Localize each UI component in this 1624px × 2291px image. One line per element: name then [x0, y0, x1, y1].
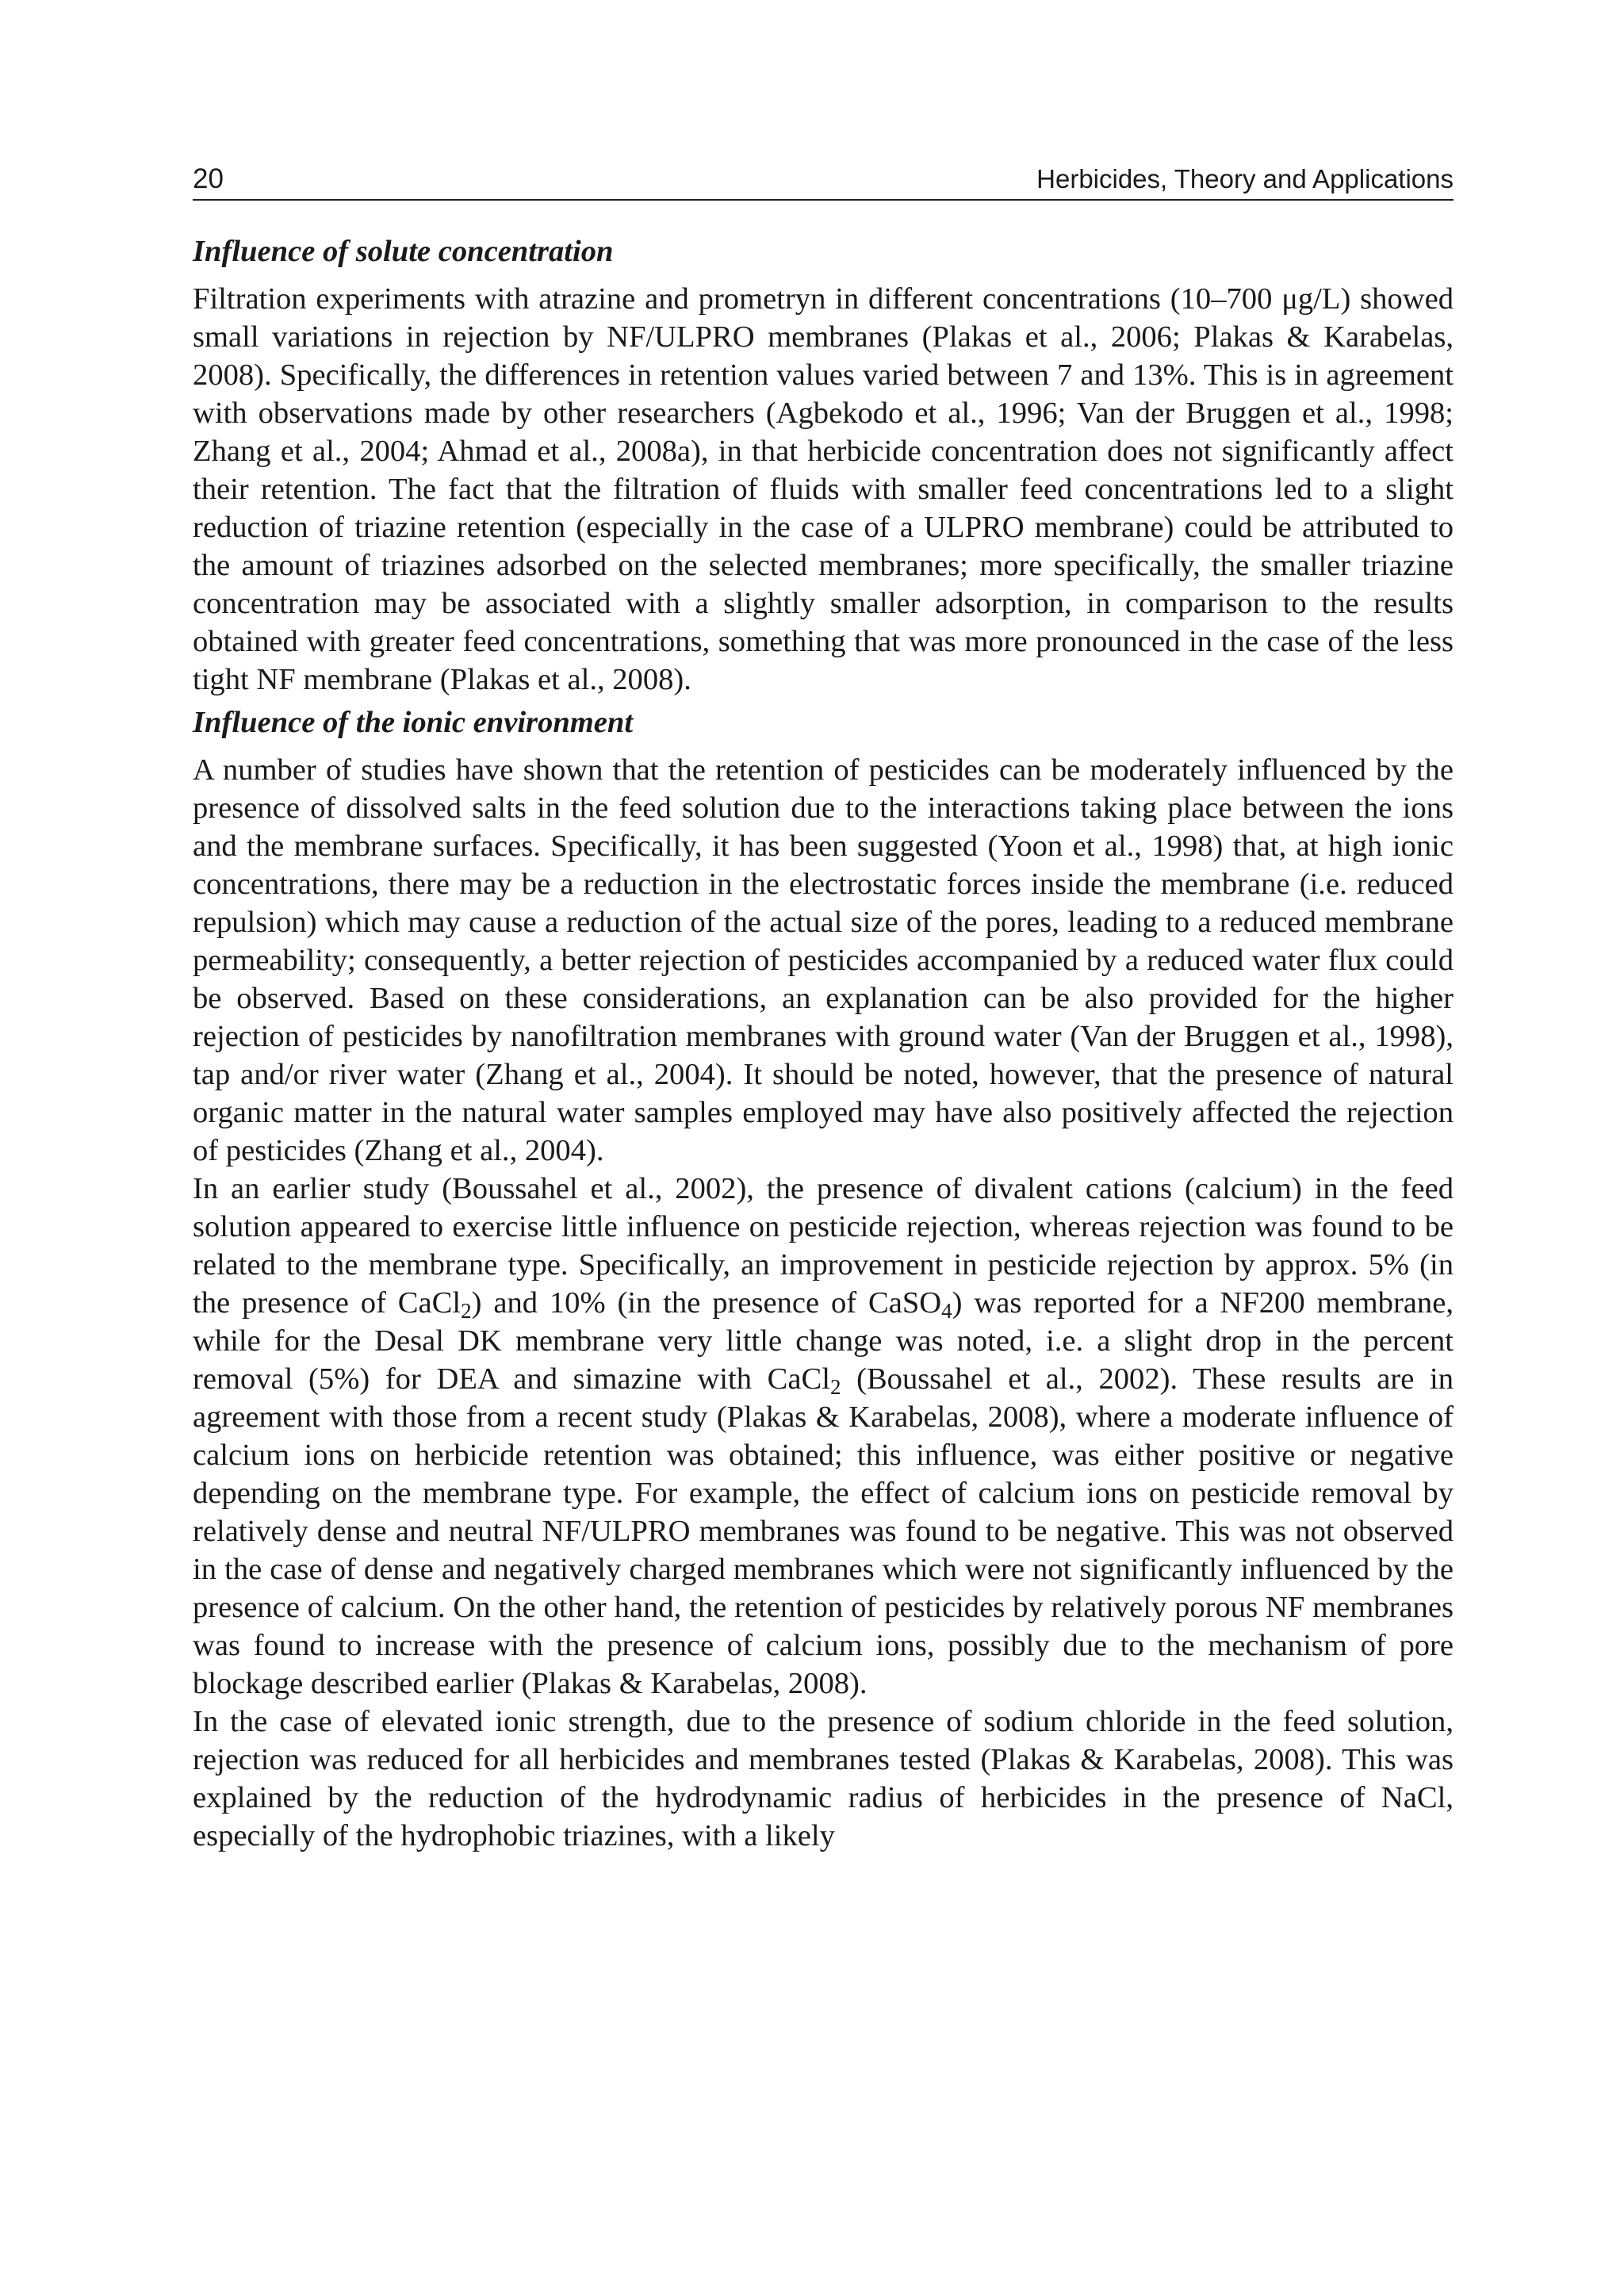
section-heading-solute-concentration: Influence of solute concentration: [193, 235, 614, 268]
paragraph-ionic-2: [193, 1170, 1454, 1703]
text-run: ) was reported for a NF200 membrane, while for the Desal DK membrane very little change was noted, i.e. a slight drop in the percent removal (5%) for DEA and simazine with CaCl: [193, 1286, 1454, 1396]
text-run: In an earlier study (Boussahel et al., 2002), the presence of divalent cations (calcium) in the feed solution appeared to exercise little influence on pesticide rejection, whereas rejection was found to be related to the membrane type. Specifically, an improvement in pesticide rejection by approx. 5% (in the presence of CaCl: [193, 1172, 1454, 1320]
page-number: 20: [193, 163, 224, 194]
subscript: 2: [461, 1298, 472, 1323]
book-title: Herbicides, Theory and Applications: [1036, 164, 1454, 193]
text-run: ) and 10% (in the presence of CaSO: [471, 1286, 942, 1320]
subscript: 2: [829, 1374, 841, 1399]
page: [193, 163, 1454, 1855]
paragraph-solute-concentration: Filtration experiments with atrazine and prometryn in different concentrations (10–700 μg/L) showed small variations in rejection by NF/ULPRO membranes (Plakas et al., 2006; Plakas & Karabelas, 2008). Specifically, the differences in retention values varied between 7 and 13%. This is in agreement with observations made by other researchers (Agbekodo et al., 1996; Van der Bruggen et al., 1998; Zhang et al., 2004; Ahmad et al., 2008a), in that herbicide concentration does not significantly affect their retention. The fact that the filtration of fluids with smaller feed concentrations led to a slight reduction of triazine retention (especially in the case of a ULPRO membrane) could be attributed to the amount of triazines adsorbed on the selected membranes; more specifically, the smaller triazine concentration may be associated with a slightly smaller adsorption, in comparison to the results obtained with greater feed concentrations, something that was more pronounced in the case of the less tight NF membrane (Plakas et al., 2008).: [193, 282, 1454, 696]
paragraph-ionic-3: In the case of elevated ionic strength, due to the presence of sodium chloride in the feed solution, rejection was reduced for all herbicides and membranes tested (Plakas & Karabelas, 2008). This was explained by the reduction of the hydrodynamic radius of herbicides in the presence of NaCl, especially of the hydrophobic triazines, with a likely: [193, 1705, 1454, 1852]
running-header: [193, 163, 1454, 201]
section-heading-ionic-environment: Influence of the ionic environment: [193, 706, 634, 739]
text-run: (Boussahel et al., 2002). These results are in agreement with those from a recent study (Plakas & Karabelas, 2008), where a moderate influence of calcium ions on herbicide retention was obtained; this influence, was either positive or negative depending on the membrane type. For example, the effect of calcium ions on pesticide removal by relatively dense and neutral NF/ULPRO membranes was found to be negative. This was not observed in the case of dense and negatively charged membranes which were not significantly influenced by the presence of calcium. On the other hand, the retention of pesticides by relatively porous NF membranes was found to increase with the presence of calcium ions, possibly due to the mechanism of pore blockage described earlier (Plakas & Karabelas, 2008).: [193, 1362, 1454, 1700]
subscript: 4: [941, 1298, 952, 1323]
paragraph-ionic-1: A number of studies have shown that the retention of pesticides can be moderately influenced by the presence of dissolved salts in the feed solution due to the interactions taking place between the ions and the membrane surfaces. Specifically, it has been suggested (Yoon et al., 1998) that, at high ionic concentrations, there may be a reduction in the electrostatic forces inside the membrane (i.e. reduced repulsion) which may cause a reduction of the actual size of the pores, leading to a reduced membrane permeability; consequently, a better rejection of pesticides accompanied by a reduced water flux could be observed. Based on these considerations, an explanation can be also provided for the higher rejection of pesticides by nanofiltration membranes with ground water (Van der Bruggen et al., 1998), tap and/or river water (Zhang et al., 2004). It should be noted, however, that the presence of natural organic matter in the natural water samples employed may have also positively affected the rejection of pesticides (Zhang et al., 2004).: [193, 753, 1454, 1167]
